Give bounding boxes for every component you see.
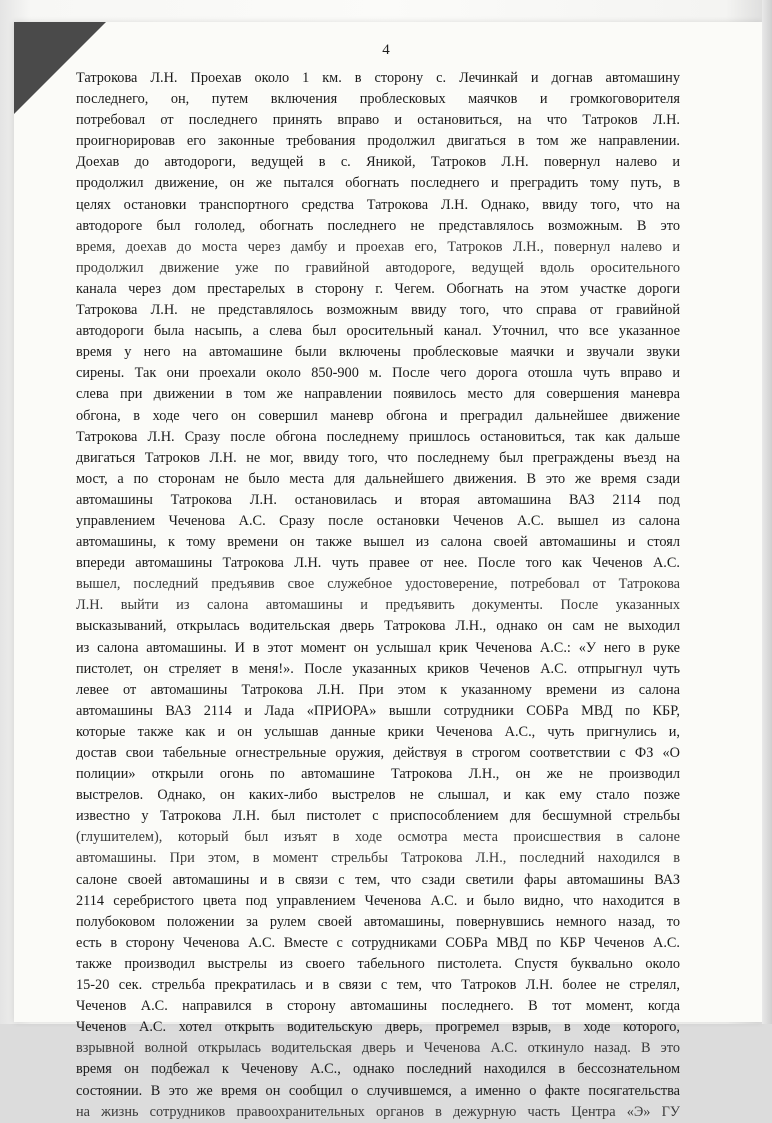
text-line: слева при движении в том же направлении появилось место для совершения маневра — [76, 386, 680, 403]
text-line: высказываний, открылась водительская дверь Татрокова Л.Н., однако он сам не выходил — [76, 618, 680, 635]
text-line: автомашины ВАЗ 2114 и Лада «ПРИОРА» вышли сотрудники СОБРа МВД по КБР, — [76, 702, 680, 719]
text-line: впереди автомашины Татрокова Л.Н. чуть правее от нее. После того как Чеченов А.С. — [76, 555, 680, 572]
text-line: также производил выстрелы из своего табельного пистолета. Спустя буквально около — [76, 955, 680, 972]
text-line: автомашины. При этом, в момент стрельбы Татрокова Л.Н., последний находился в — [76, 850, 680, 867]
text-line: на жизнь сотрудников правоохранительных органов в дежурную часть Центра «Э» ГУ — [76, 1103, 680, 1120]
page-number: 4 — [382, 42, 390, 58]
text-line: 2114 серебристого цвета под управлением Чеченова А.С. и было видно, что находится в — [76, 892, 680, 909]
text-line: полиции» открыли огонь по автомашине Татрокова Л.Н., он же не производил — [76, 766, 680, 783]
text-line: последнего, он, путем включения проблесковых маячков и громкоговорителя — [76, 91, 680, 108]
text-line: проигнорировав его законные требования продолжил двигаться в том же направлении. — [76, 133, 680, 150]
text-line: достав свои табельные огнестрельные оружия, действуя в строгом соответствии с ФЗ «О — [76, 745, 680, 761]
text-line: автодороги была насыпь, а слева был оросительный канал. Уточнил, что все указанное — [76, 323, 680, 340]
text-line: которые также как и он услышав данные крики Чеченова А.С., чуть пригнулись и, — [76, 723, 680, 740]
text-line: салоне своей автомашины и в связи с тем, что сзади светили фары автомашины ВАЗ — [76, 871, 680, 888]
text-line: двигаться Татроков Л.Н. не мог, ввиду того, что последнему был преграждены въезд на — [76, 449, 680, 466]
text-line: (глушителем), который был изъят в ходе осмотра места происшествия в салоне — [76, 829, 680, 846]
text-line: обгона, в ходе чего он совершил маневр обгона и преградил дальнейшее движение — [76, 407, 680, 424]
text-line: время у него на автомашине были включены проблесковые маячки и звучали звуки — [76, 344, 680, 361]
text-line: продолжил движение уже по гравийной автодороге, ведущей вдоль оросительного — [76, 259, 680, 276]
text-line: состоянии. В это же время он сообщил о случившемся, а именно о факте посягательства — [76, 1082, 680, 1099]
text-line: автомашины, к тому времени он также вышел из салона своей автомашины и стоял — [76, 534, 680, 551]
text-line: пистолет, он стреляет в меня!». После указанных криков Чеченов А.С. отпрыгнул чуть — [76, 660, 680, 677]
text-line: время, доехав до моста через дамбу и проехав его, Татроков Л.Н., повернул налево и — [76, 238, 680, 255]
text-line: из салона автомашины. И в этот момент он услышал крик Чеченова А.С.: «У него в руке — [76, 639, 680, 656]
scanner-edge — [762, 0, 772, 1024]
text-line: время он подбежал к Чеченову А.С., однако последний находился в бессознательном — [76, 1061, 680, 1078]
text-line: известно у Татрокова Л.Н. был пистолет с приспособлением для бесшумной стрельбы — [76, 808, 680, 825]
text-line: автодороге был гололед, обогнать последнего не представлялось возможным. В это — [76, 217, 680, 234]
text-line: канала через дом престарелых в сторону г. Чегем. Обогнать на этом участке дороги — [76, 280, 680, 297]
text-line: выстрелов. Однако, он каких-либо выстрелов не слышал, и как ему стало позже — [76, 787, 680, 804]
text-line: управлением Чеченова А.С. Сразу после остановки Чеченов А.С. вышел из салона — [76, 512, 680, 529]
text-line: Татрокова Л.Н. Проехав около 1 км. в сторону с. Лечинкай и догнав автомашину — [76, 70, 680, 86]
text-line: целях остановки транспортного средства Татрокова Л.Н. Однако, ввиду того, что на — [76, 196, 680, 213]
text-line: есть в сторону Чеченова А.С. Вместе с сотрудниками СОБРа МВД по КБР Чеченов А.С. — [76, 934, 680, 951]
text-line: вышел, последний предъявив свое служебное удостоверение, потребовал от Татрокова — [76, 576, 680, 593]
text-line: потребовал от последнего принять вправо и остановиться, на что Татроков Л.Н. — [76, 112, 680, 129]
text-line: сирены. Так они проехали около 850-900 м. После чего дорога отошла чуть вправо и — [76, 365, 680, 382]
text-line: Татрокова Л.Н. Сразу после обгона последнему пришлось остановиться, так как дальше — [76, 428, 680, 445]
text-line: 15-20 сек. стрельба прекратилась и в связи с тем, что Татроков Л.Н. более не стрелял, — [76, 977, 680, 994]
text-line: Чеченов А.С. направился в сторону автомашины последнего. В тот момент, когда — [76, 998, 680, 1015]
text-line: Л.Н. выйти из салона автомашины и предъявить документы. После указанных — [76, 597, 680, 614]
text-line: Татрокова Л.Н. не представлялось возможным ввиду того, что справа от гравийной — [76, 302, 680, 319]
text-line: Чеченов А.С. хотел открыть водительскую дверь, прогремел взрыв, в ходе которого, — [76, 1019, 680, 1036]
document-body — [76, 68, 680, 1123]
text-line: взрывной волной открылась водительская дверь и Чеченова А.С. откинуло назад. В это — [76, 1040, 680, 1057]
text-line: Доехав до автодороги, ведущей в с. Яникой, Татроков Л.Н. повернул налево и — [76, 154, 680, 171]
text-line: полубоковом положении за рулем своей автомашины, повернувшись немного назад, то — [76, 913, 680, 930]
text-line: левее от автомашины Татрокова Л.Н. При этом к указанному времени из салона — [76, 681, 680, 698]
text-line: продолжил движение, он же пытался обогнать последнего и преградить тому путь, в — [76, 175, 680, 192]
text-line: мост, а по сторонам не было места для дальнейшего движения. В это же время сзади — [76, 470, 680, 487]
text-line: автомашины Татрокова Л.Н. остановилась и вторая автомашина ВАЗ 2114 под — [76, 491, 680, 508]
